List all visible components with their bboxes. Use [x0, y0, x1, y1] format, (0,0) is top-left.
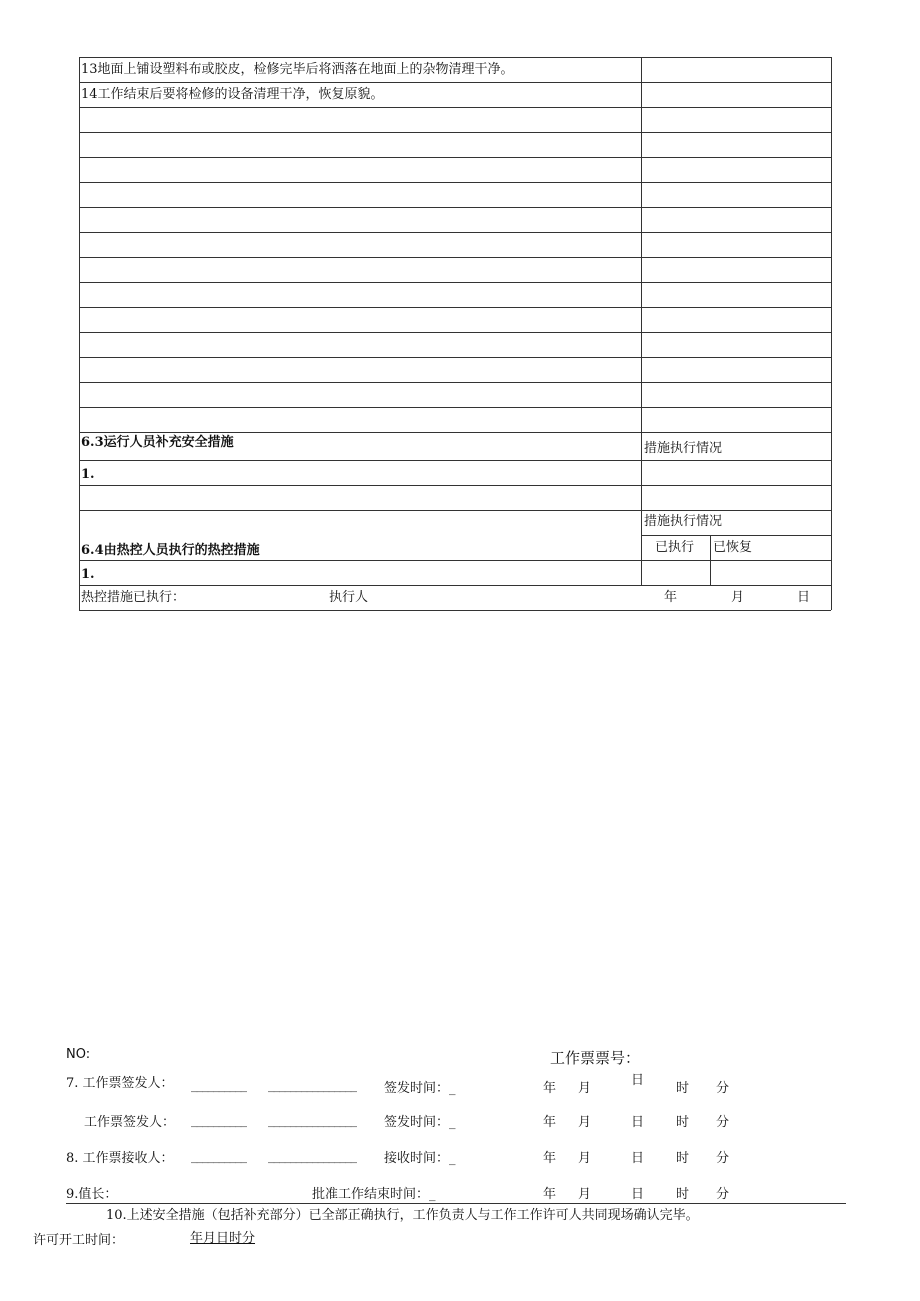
ticket-number-label: 工作票票号： [550, 1049, 641, 1067]
approve-minute: 分 [716, 1187, 730, 1202]
receive-day: 日 [631, 1151, 645, 1166]
shift-leader-label: 9.值长： [66, 1187, 118, 1202]
thermal-executed-label: 热控措施已执行： [81, 590, 186, 605]
approve-day: 日 [631, 1187, 645, 1202]
approve-year: 年 [543, 1187, 557, 1202]
receive-month: 月 [578, 1151, 592, 1166]
permit-start-label: 许可开工时间： [33, 1233, 125, 1248]
receive-hour: 时 [676, 1151, 690, 1166]
signer-blank-1: __________ [191, 1078, 246, 1093]
receive-year: 年 [543, 1151, 557, 1166]
section-6-3-title: 6.3运行人员补充安全措施 [81, 435, 234, 450]
executor-label: 执行人 [329, 590, 369, 605]
signer-label: 工作票签发人： [84, 1115, 176, 1130]
col-restored-header: 已恢复 [713, 540, 753, 555]
approve-hour: 时 [676, 1187, 690, 1202]
receive-minute: 分 [716, 1151, 730, 1166]
item-10-text: 10.上述安全措施（包括补充部分）已全部正确执行，工作负责人与工作工作许可人共同现场确认完毕。 [106, 1208, 699, 1223]
receiver-label: 8. 工作票接收人： [66, 1151, 174, 1166]
footer-year-label: 年 [664, 590, 678, 605]
measure-item-14: 14工作结束后要将检修的设备清理干净，恢复原貌。 [81, 87, 384, 102]
sign-day: 日 [631, 1115, 645, 1130]
receiver-blank-2: ________________ [268, 1149, 356, 1164]
permit-start-value: 年月日时分 [190, 1231, 256, 1246]
approve-end-time-label: 批准工作结束时间：_ [312, 1187, 436, 1202]
section-6-3-item-1: 1. [81, 467, 95, 482]
signer-blank-1: __________ [191, 1113, 246, 1128]
section-6-3-status-header: 措施执行情况 [644, 441, 723, 456]
sign-time-label: 签发时间：_ [384, 1081, 456, 1096]
receiver-blank-1: __________ [191, 1149, 246, 1164]
measure-item-13: 13地面上铺设塑料布或胶皮，检修完毕后将洒落在地面上的杂物清理干净。 [81, 62, 514, 77]
sign-hour: 时 [676, 1115, 690, 1130]
no-label: NO: [66, 1047, 91, 1062]
sign-year: 年 [543, 1081, 557, 1096]
sign-time-label: 签发时间：_ [384, 1115, 456, 1130]
sign-day: 日 [631, 1073, 645, 1088]
signer-blank-2: ________________ [268, 1078, 356, 1093]
footer-day-label: 日 [797, 590, 811, 605]
sign-hour: 时 [676, 1081, 690, 1096]
footer-month-label: 月 [731, 590, 745, 605]
sign-year: 年 [543, 1115, 557, 1130]
sign-month: 月 [578, 1081, 592, 1096]
col-executed-header: 已执行 [655, 540, 695, 555]
section-6-4-title: 6.4由热控人员执行的热控措施 [81, 543, 260, 558]
sign-month: 月 [578, 1115, 592, 1130]
section-6-4-status-header: 措施执行情况 [644, 514, 723, 529]
sign-minute: 分 [716, 1115, 730, 1130]
section-6-4-item-1: 1. [81, 567, 95, 582]
section-divider [66, 1203, 846, 1204]
approve-month: 月 [578, 1187, 592, 1202]
receive-time-label: 接收时间：_ [384, 1151, 456, 1166]
signer-blank-2: ________________ [268, 1113, 356, 1128]
sign-minute: 分 [716, 1081, 730, 1096]
signer-label: 7. 工作票签发人： [66, 1076, 174, 1091]
